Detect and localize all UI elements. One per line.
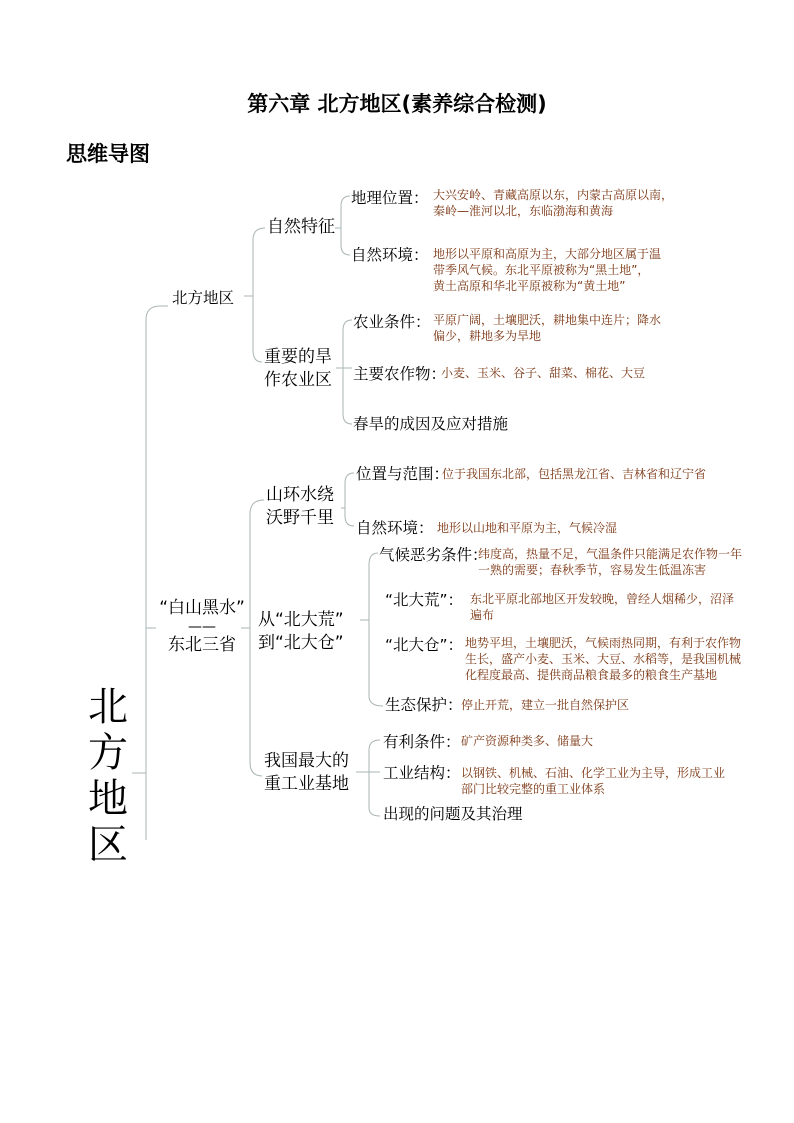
branch-north-region: 北方地区 bbox=[172, 289, 235, 307]
label-harsh-climate: 气候恶劣条件： bbox=[379, 546, 488, 564]
detail-harsh-climate: 纬度高，热量不足，气温条件只能满足农作物一年 一熟的需要；春秋季节，容易发生低温冻害 bbox=[478, 547, 743, 577]
industry-bracket bbox=[356, 740, 380, 816]
detail-favorable-conditions: 矿产资源种类多、储量大 bbox=[461, 734, 594, 748]
detail-geo-location: 大兴安岭、青藏高原以东，内蒙古高原以南， 秦岭—淮河以北，东临渤海和黄海 bbox=[433, 188, 674, 218]
detail-eco-protection: 停止开荒，建立一批自然保护区 bbox=[461, 698, 630, 712]
agri-bracket bbox=[336, 320, 352, 424]
detail-industrial-structure: 以钢铁、机械、石油、化学工业为主导，形成工业 部门比较完整的重工业体系 bbox=[461, 766, 726, 796]
node-natural-features: 自然特征 bbox=[267, 217, 335, 237]
label-beidacang: “北大仓”： bbox=[385, 636, 464, 654]
label-eco-protection: 生态保护： bbox=[385, 696, 463, 714]
label-beidahuang: “北大荒”： bbox=[385, 591, 464, 609]
natural-bracket bbox=[335, 196, 350, 255]
node-heavy-industry: 我国最大的 重工业基地 bbox=[264, 751, 349, 794]
detail-natural-env: 地形以平原和高原为主，大部分地区属于温 带季风气候。东北平原被称为“黑土地”， 黄土高原和华北平原被称为“黄土地” bbox=[433, 247, 662, 293]
branch-northeast: “白山黑水” —— 东北三省 bbox=[159, 598, 245, 655]
mountain-bracket bbox=[341, 473, 354, 526]
page-title: 第六章 北方地区(素养综合检测) bbox=[247, 92, 547, 116]
root-char-1: 北 bbox=[88, 684, 128, 730]
node-dry-farming: 重要的旱 作农业区 bbox=[264, 347, 332, 390]
root-char-4: 区 bbox=[88, 822, 128, 868]
root-bracket bbox=[146, 306, 168, 840]
label-favorable-conditions: 有利条件： bbox=[383, 733, 461, 751]
detail-agri-conditions: 平原广阔，土壤肥沃，耕地集中连片；降水 偏少，耕地多为旱地 bbox=[433, 313, 662, 343]
label-ne-natural-env: 自然环境： bbox=[356, 519, 434, 537]
node-wasteland-to-granary: 从“北大荒” 到“北大仓” bbox=[258, 610, 344, 653]
label-main-crops: 主要农作物： bbox=[353, 365, 447, 383]
b1-bracket bbox=[244, 228, 265, 362]
detail-beidahuang: 东北平原北部地区开发较晚，曾经人烟稀少，沼泽 遍布 bbox=[470, 592, 735, 622]
label-problems-governance: 出现的问题及其治理 bbox=[383, 805, 523, 823]
root-char-2: 方 bbox=[88, 730, 128, 776]
granary-bracket bbox=[360, 553, 383, 706]
label-industrial-structure: 工业结构： bbox=[383, 764, 461, 782]
root-char-3: 地 bbox=[88, 776, 128, 822]
section-heading: 思维导图 bbox=[66, 142, 150, 166]
detail-main-crops: 小麦、玉米、谷子、甜菜、棉花、大豆 bbox=[441, 366, 646, 380]
detail-beidacang: 地势平坦，土壤肥沃，气候雨热同期，有利于农作物 生长，盛产小麦、玉米、大豆、水稻等，是我国机械 化程度最高、提供商品粮食最多的粮食生产基地 bbox=[465, 636, 742, 682]
detail-position-range: 位于我国东北部，包括黑龙江省、吉林省和辽宁省 bbox=[442, 467, 707, 481]
node-mountains-rivers: 山环水绕 沃野千里 bbox=[266, 485, 334, 528]
label-natural-env: 自然环境： bbox=[351, 246, 429, 264]
label-position-range: 位置与范围： bbox=[356, 465, 450, 483]
label-agri-conditions: 农业条件： bbox=[353, 313, 431, 331]
label-spring-drought: 春旱的成因及应对措施 bbox=[353, 415, 509, 433]
detail-ne-natural-env: 地形以山地和平原为主，气候冷湿 bbox=[437, 521, 618, 535]
label-geo-location: 地理位置： bbox=[351, 189, 429, 207]
